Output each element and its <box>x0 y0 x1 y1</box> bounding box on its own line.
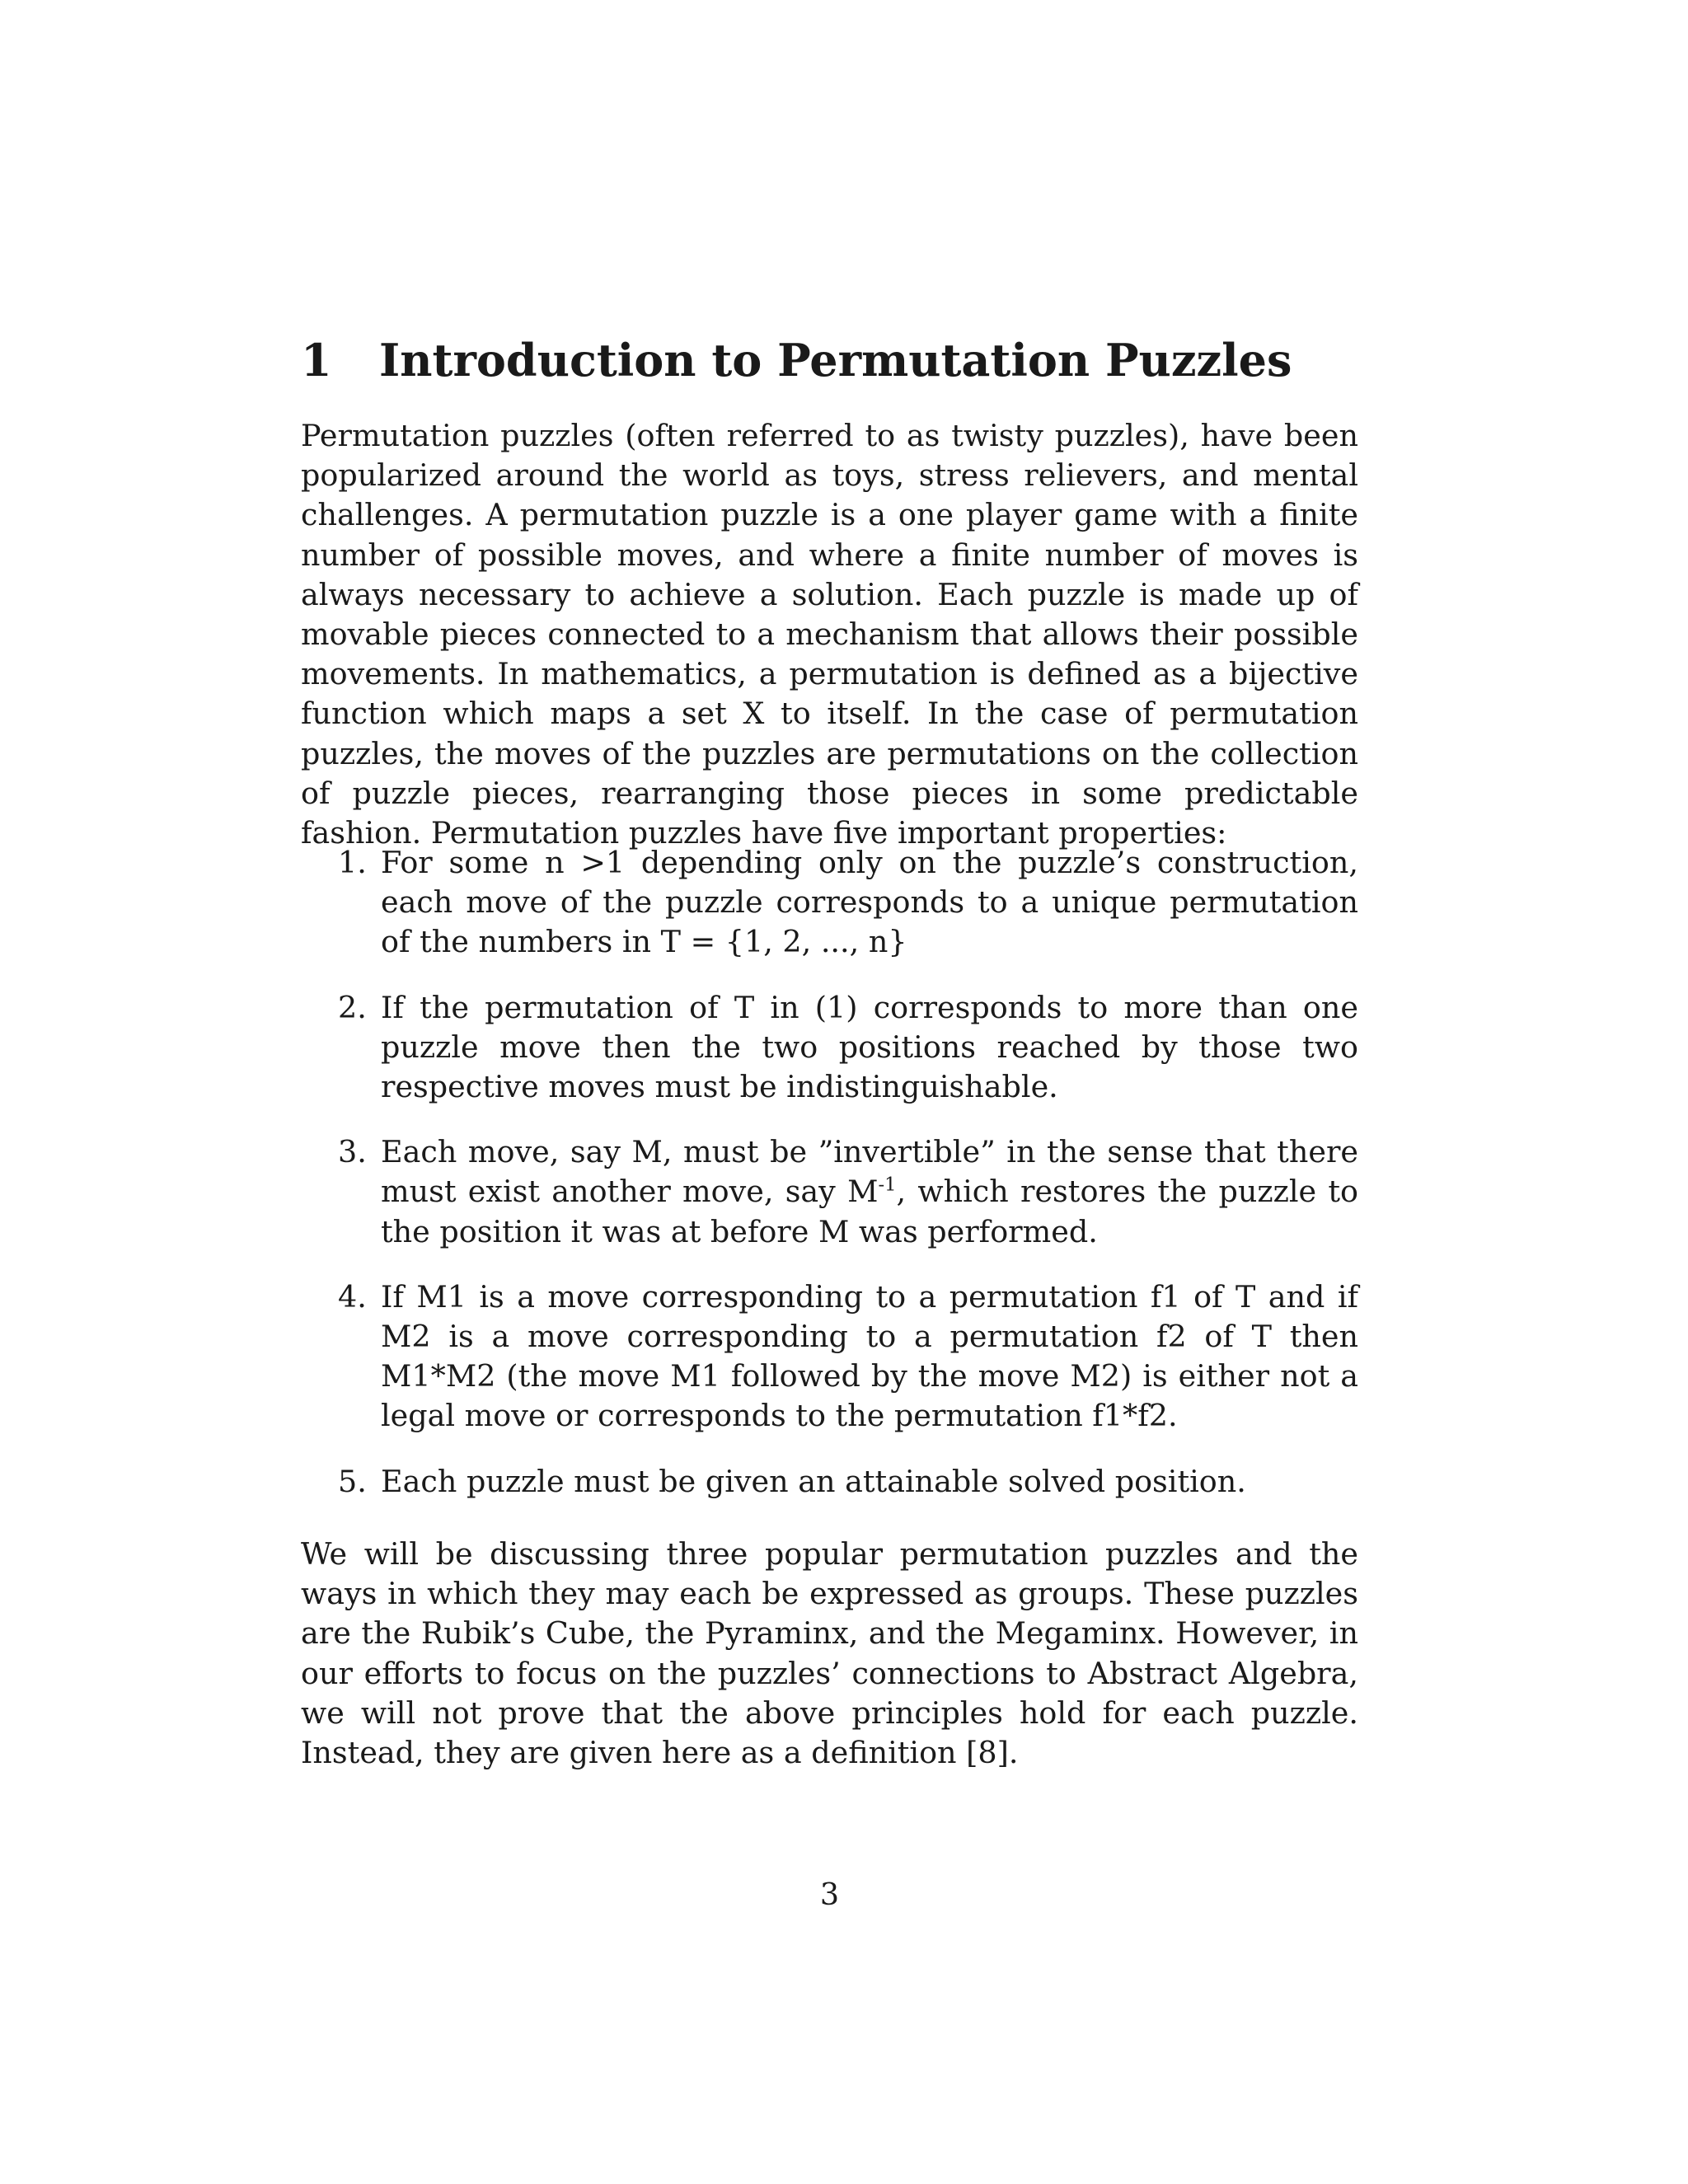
page-number: 3 <box>819 1877 840 1912</box>
section-heading <box>301 326 1358 395</box>
property-number: 1. <box>338 845 367 880</box>
property-text: For some n >1 depending only on the puzzle’s construction, each move of the puzzle corresponds to a unique permutation of the numbers in T = {1, 2, ..., n} <box>381 845 1358 960</box>
property-item <box>301 1277 1358 1436</box>
property-number: 3. <box>338 1134 367 1170</box>
property-item <box>301 1132 1358 1252</box>
property-number: 4. <box>338 1278 367 1315</box>
property-text: If M1 is a move corresponding to a permutation f1 of T and if M2 is a move corresponding to a permutation f2 of T then M1*M2 (the move M1 followed by the move M2) is either not a legal move or corresponds to the permutation f1*f2. <box>381 1278 1358 1434</box>
properties-list <box>301 843 1358 1502</box>
document-page <box>301 0 1358 2184</box>
property-text-after: , which restores the puzzle to the position it was at before M was performed. <box>381 1174 1359 1249</box>
property-item <box>301 843 1358 963</box>
intro-paragraph: Permutation puzzles (often referred to as twisty puzzles), have been popularized around the world as toys, stress relievers, and mental challenges. A permutation puzzle is a one player game with a finite number of possible moves, and where a finite number of moves is always necessary to achieve a solution. Each puzzle is made up of movable pieces connected to a mechanism that allows their possible movements. In mathematics, a permutation is defined as a bijective function which maps a set X to itself. In the case of permutation puzzles, the moves of the puzzles are permutations on the collection of puzzle pieces, rearranging those pieces in some predictable fashion. Permutation puzzles have five important properties: <box>301 418 1358 851</box>
property-number: 5. <box>338 1463 367 1499</box>
property-number: 2. <box>338 989 367 1025</box>
section-title: Introduction to Permutation Puzzles <box>379 334 1292 387</box>
closing-paragraph: We will be discussing three popular permutation puzzles and the ways in which they may each be expressed as groups. These puzzles are the Rubik’s Cube, the Pyraminx, and the Megaminx. However, in our efforts to focus on the puzzles’ connections to Abstract Algebra, we will not prove that the above principles hold for each puzzle. Instead, they are given here as a definition [8]. <box>301 1536 1358 1771</box>
property-item <box>301 988 1358 1108</box>
property-text: If the permutation of T in (1) corresponds to more than one puzzle move then the two positions reached by those two respective moves must be indistinguishable. <box>381 989 1358 1105</box>
property-text: Each puzzle must be given an attainable solved position. <box>381 1463 1246 1499</box>
inverse-superscript: -1 <box>878 1174 897 1196</box>
property-item <box>301 1462 1358 1502</box>
section-number: 1 <box>301 334 332 387</box>
property-text-before: Each move, say M, must be ”invertible” in the sense that there must exist another move, say M <box>381 1134 1358 1210</box>
